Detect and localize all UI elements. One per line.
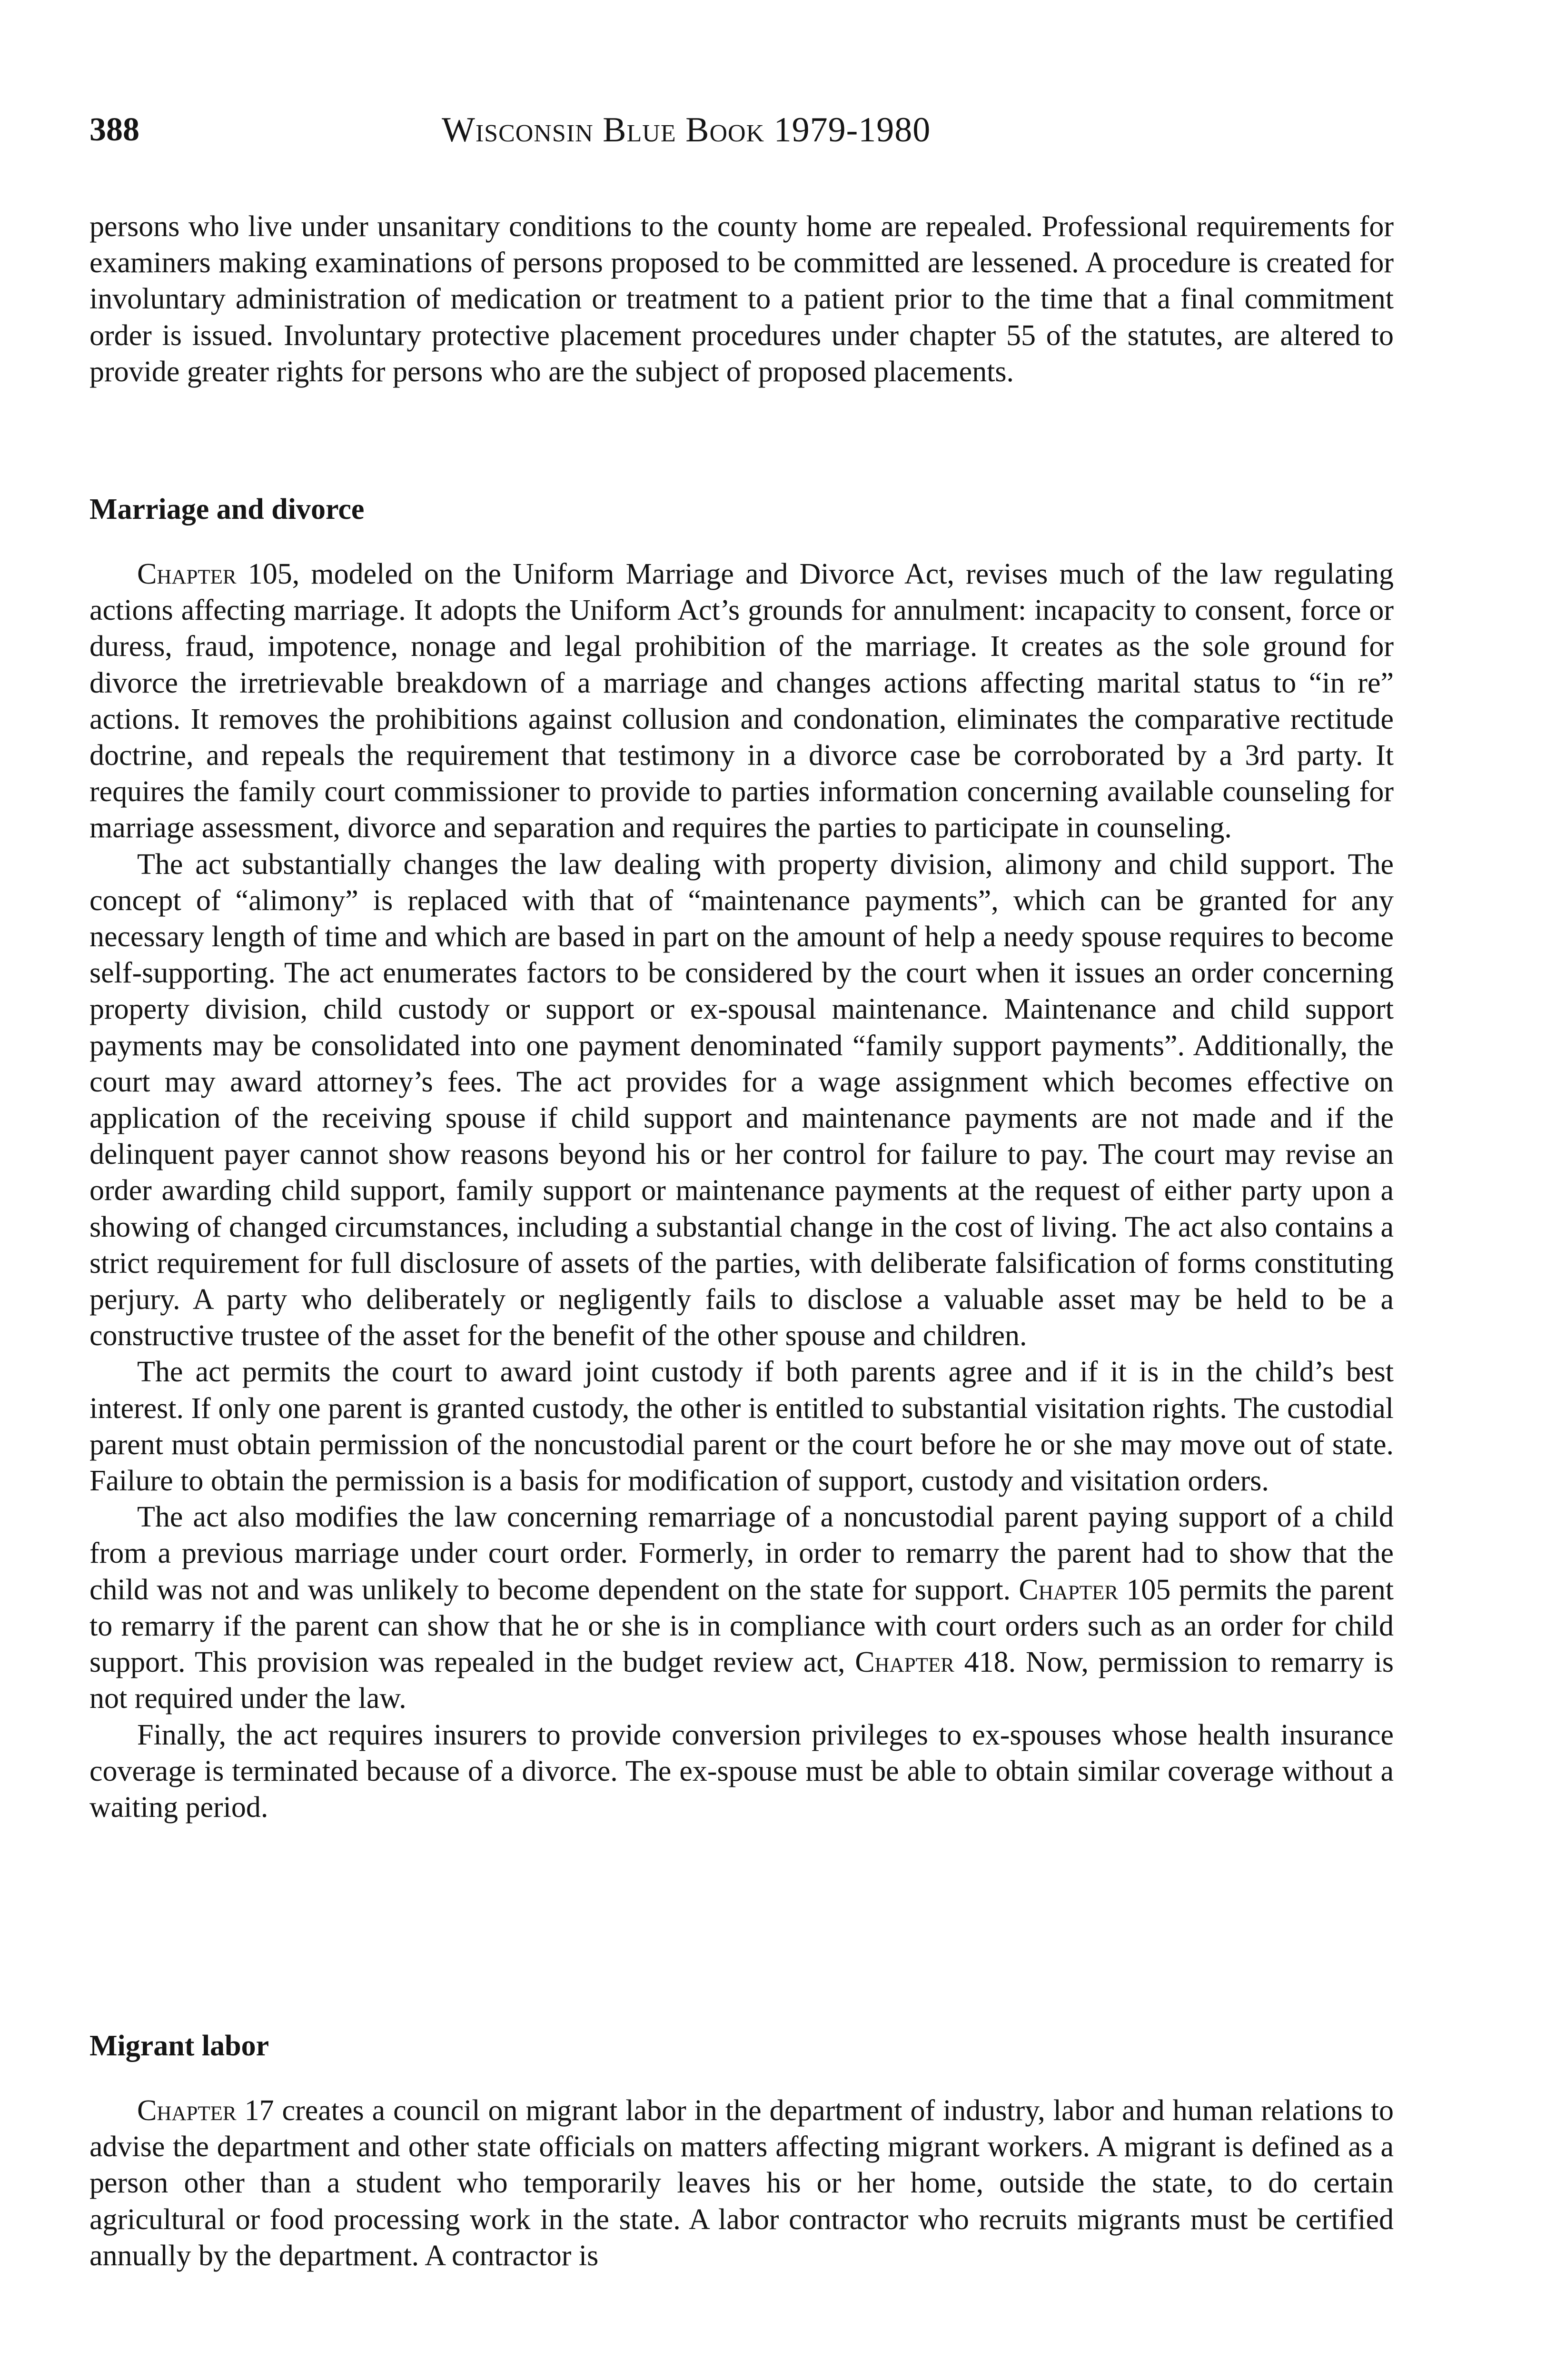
chapter-label: Chapter — [137, 558, 237, 590]
paragraph: persons who live under unsanitary conditions to the county home are repealed. Professional requirements for examiners making examinations of persons proposed to be committed are lessened. A procedure is created for involuntary administration of medication or treatment to a patient prior to the time that a final commitment order is issued. Involuntary protective placement procedures under chapter 55 of the statutes, are altered to provide greater rights for persons who are the subject of proposed placements. — [89, 210, 1394, 388]
paragraph-text: 105, modeled on the Uniform Marriage and Divorce Act, revises much of the law regulating actions affecting marriage. It adopts the Uniform Act’s grounds for annulment: incapacity to consent, force or duress, fraud, impotence, nonage and legal prohibition of the marriage. It creates as the sole ground for divorce the irretrievable breakdown of a marriage and changes actions affecting marital status to “in re” actions. It removes the prohibitions against collusion and condonation, eliminates the comparative rectitude doctrine, and repeals the requirement that testimony in a divorce case be corroborated by a 3rd party. It requires the family court commissioner to provide to parties information concerning available counseling for marriage assessment, divorce and separation and requires the parties to participate in counseling. — [89, 558, 1394, 844]
paragraph-text: 105 permits the parent to remarry if the parent can show that he or she is in compliance with court orders such as an order for child support. This provision was repealed in the budget review act, — [89, 1573, 1394, 1679]
paragraph-text: 17 creates a council on migrant labor in the department of industry, labor and human relations to advise the department and other state officials on matters affecting migrant workers. A migrant is defined as a person other than a student who temporarily leaves his or her home, outside the state, to do certain agricultural or food processing work in the state. A labor contractor who recruits migrants must be certified annually by the department. A contractor is — [89, 2094, 1394, 2272]
chapter-label: Chapter — [1019, 1573, 1119, 1606]
chapter-label: Chapter — [855, 1646, 954, 1679]
paragraph-text: The act also modifies the law concerning remarriage of a noncustodial parent paying support of a child from a previous marriage under court order. Formerly, in order to remarry the parent had to show that the child was not and was unlikely to become dependent on the state for support. — [89, 1501, 1394, 1606]
paragraph: Finally, the act requires insurers to provide conversion privileges to ex-spouses whose health insurance coverage is terminated because of a divorce. The ex-spouse must be able to obtain similar coverage without a waiting period. — [89, 1718, 1394, 1824]
paragraph: The act substantially changes the law dealing with property division, alimony and child support. The concept of “alimony” is replaced with that of “maintenance payments”, which can be granted for any necessary length of time and which are based in part on the amount of help a needy spouse requires to become self-supporting. The act enumerates factors to be considered by the court when it issues an order concerning property division, child custody or support or ex-spousal maintenance. Maintenance and child support payments may be consolidated into one payment denominated “family support payments”. Additionally, the court may award attorney’s fees. The act provides for a wage assignment which becomes effective on application of the receiving spouse if child support and maintenance payments are not made and if the delinquent payer cannot show reasons beyond his or her control for failure to pay. The court may revise an order awarding child support, family support or maintenance payments at the request of either party upon a showing of changed circumstances, including a substantial change in the cost of living. The act also contains a strict requirement for full disclosure of assets of the parties, with deliberate falsification of forms constituting perjury. A party who deliberately or negligently fails to disclose a valuable asset may be held to be a constructive trustee of the asset for the benefit of the other spouse and children. — [89, 848, 1394, 1352]
paragraph — [89, 1499, 1394, 1716]
page-number: 388 — [89, 111, 139, 148]
intro-paragraph-block — [89, 208, 1394, 390]
paragraph: The act permits the court to award joint custody if both parents agree and if it is in the child’s best interest. If only one parent is granted custody, the other is entitled to substantial visitation rights. The custodial parent must obtain permission of the noncustodial parent or the court before he or she may move out of state. Failure to obtain the permission is a basis for modification of support, custody and visitation orders. — [89, 1356, 1394, 1497]
section-heading-migrant-labor: Migrant labor — [89, 2030, 269, 2062]
section-body-migrant-labor — [89, 2092, 1394, 2274]
section-body-marriage-divorce — [89, 556, 1394, 1825]
paragraph-text: 418. Now, permission to remarry is not required under the law. — [89, 1646, 1394, 1715]
book-title: Wisconsin Blue Book 1979-1980 — [442, 110, 931, 149]
paragraph — [89, 556, 1394, 846]
section-heading-marriage-divorce: Marriage and divorce — [89, 493, 365, 526]
running-head — [89, 109, 1394, 151]
chapter-label: Chapter — [137, 2094, 237, 2127]
paragraph — [89, 2092, 1394, 2274]
